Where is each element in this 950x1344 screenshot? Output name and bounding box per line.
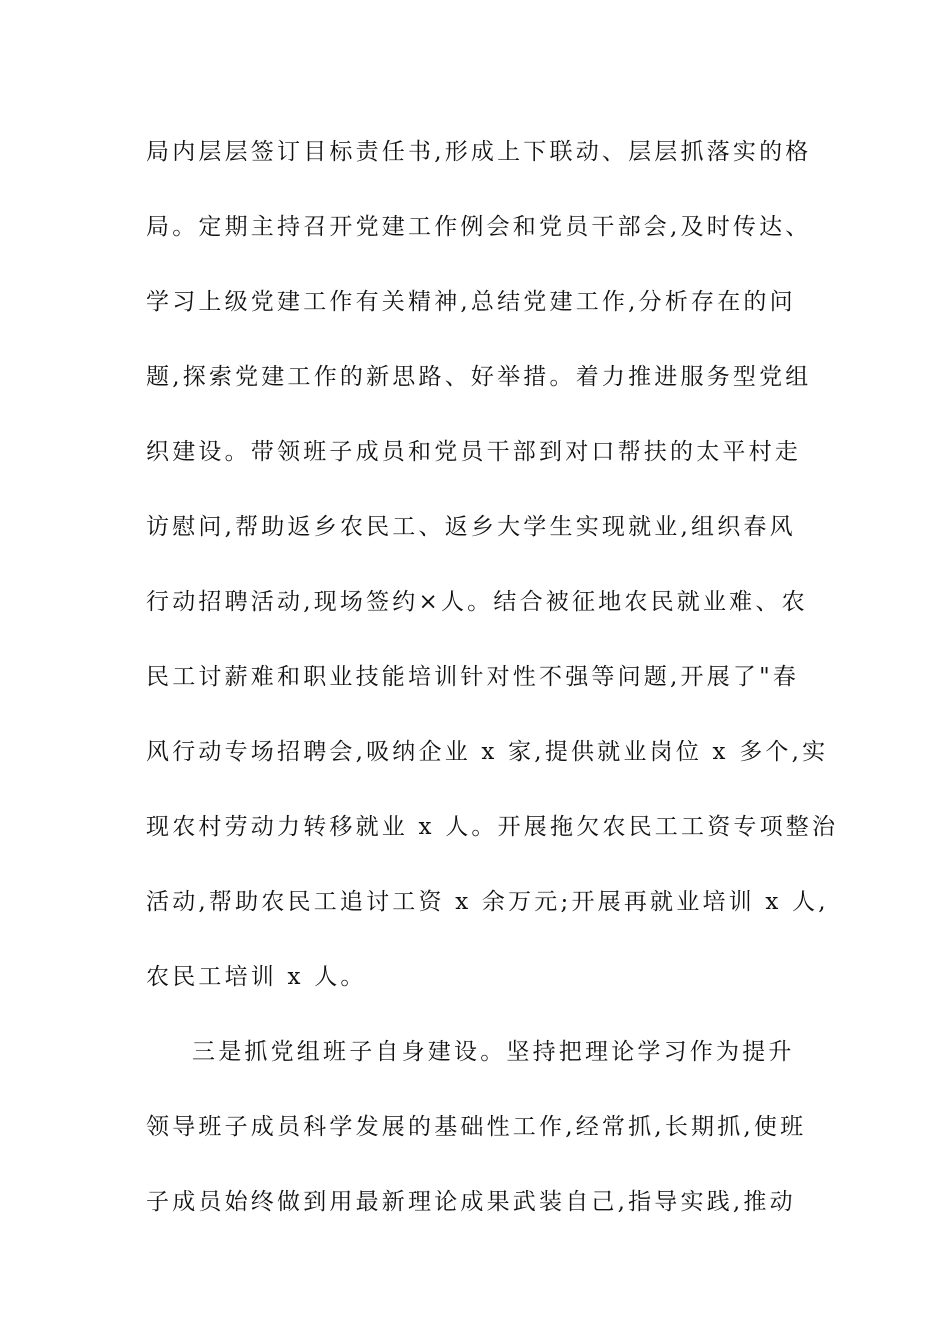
text-line: 学习上级党建工作有关精神,总结党建工作,分析存在的问 <box>146 289 796 315</box>
text-line: 领导班子成员科学发展的基础性工作,经常抓,长期抓,使班 <box>146 1114 807 1140</box>
text-line: 题,探索党建工作的新思路、好举措。着力推进服务型党组 <box>146 364 812 390</box>
text-line: 织建设。带领班子成员和党员干部到对口帮扶的太平村走 <box>146 439 801 465</box>
body-text <box>146 128 839 1253</box>
text-line: 农民工培训 x 人。 <box>146 964 367 990</box>
text-line: 活动,帮助农民工追讨工资 x 余万元;开展再就业培训 x 人, <box>146 889 829 915</box>
paragraph-start-line: 三是抓党组班子自身建设。坚持把理论学习作为提升 <box>192 1039 795 1065</box>
text-line: 访慰问,帮助返乡农民工、返乡大学生实现就业,组织春风 <box>146 514 796 540</box>
text-line: 民工讨薪难和职业技能培训针对性不强等问题,开展了"春 <box>146 664 800 690</box>
text-line: 局内层层签订目标责任书,形成上下联动、层层抓落实的格 <box>146 139 812 165</box>
text-line: 行动招聘活动,现场签约×人。结合被征地农民就业难、农 <box>146 589 808 615</box>
text-line: 局。定期主持召开党建工作例会和党员干部会,及时传达、 <box>146 214 812 240</box>
text-line: 子成员始终做到用最新理论成果武装自己,指导实践,推动 <box>146 1189 796 1215</box>
text-line: 风行动专场招聘会,吸纳企业 x 家,提供就业岗位 x 多个,实 <box>146 739 829 765</box>
text-line: 现农村劳动力转移就业 x 人。开展拖欠农民工工资专项整治 <box>146 814 839 840</box>
